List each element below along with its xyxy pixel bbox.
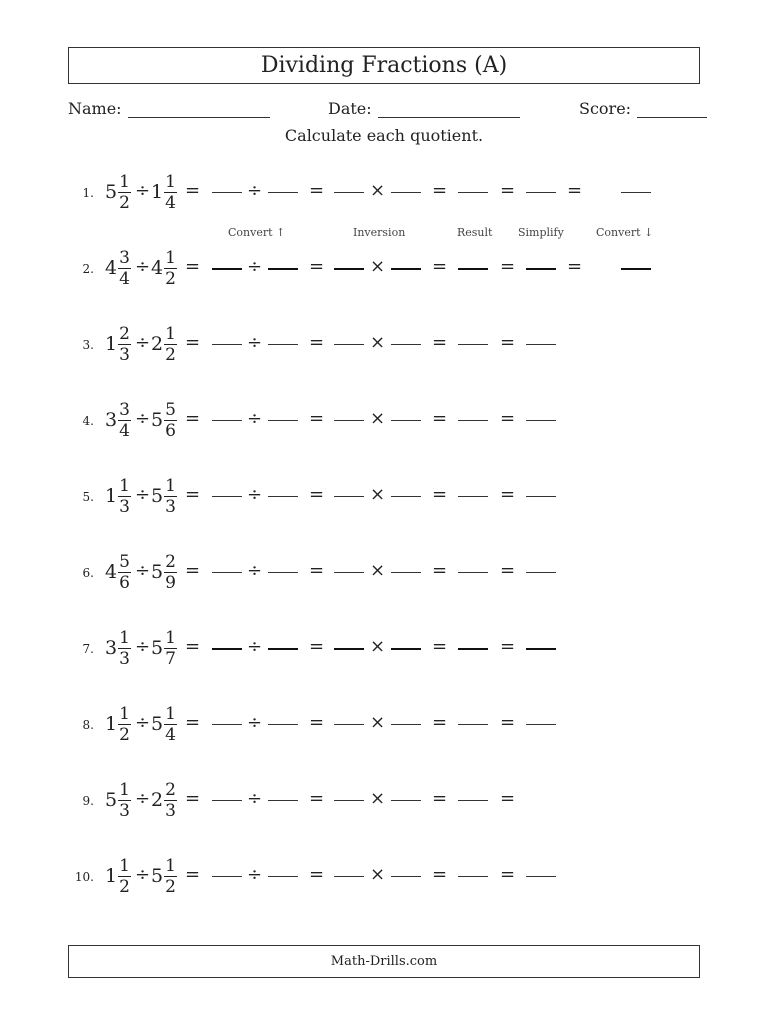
operator-eq: = [500, 560, 516, 581]
problem-number: 7. [82, 642, 94, 656]
operator-eq: = [500, 712, 516, 733]
operator-eq: = [500, 788, 516, 809]
answer-blank[interactable] [268, 724, 298, 725]
mixed-number [105, 620, 131, 676]
whole-part: 3 [105, 409, 118, 431]
answer-blank[interactable] [268, 572, 298, 573]
answer-blank[interactable] [334, 800, 364, 801]
operator-div: ÷ [135, 788, 151, 809]
numerator: 5 [165, 399, 176, 420]
numerator: 1 [119, 703, 130, 724]
operator-eq: = [309, 712, 325, 733]
score-line[interactable] [637, 95, 707, 118]
denominator: 2 [165, 876, 176, 897]
answer-blank[interactable] [458, 648, 488, 650]
answer-blank[interactable] [526, 420, 556, 421]
denominator: 4 [165, 724, 176, 745]
operator-eq: = [185, 256, 201, 277]
operator-eq: = [185, 864, 201, 885]
whole-part: 3 [105, 637, 118, 659]
answer-blank[interactable] [212, 876, 242, 877]
answer-blank[interactable] [212, 344, 242, 345]
answer-blank[interactable] [334, 420, 364, 421]
numerator: 2 [165, 779, 176, 800]
operator-eq: = [432, 788, 448, 809]
problem-row [0, 162, 768, 222]
fraction [118, 400, 131, 441]
name-line[interactable] [128, 95, 270, 118]
operator-div: ÷ [135, 864, 151, 885]
problem-number: 5. [82, 490, 94, 504]
operator-div: ÷ [135, 408, 151, 429]
score-field [579, 95, 707, 118]
answer-blank[interactable] [268, 420, 298, 421]
operator-div: ÷ [247, 256, 263, 277]
operator-eq: = [567, 256, 583, 277]
operator-eq: = [432, 332, 448, 353]
operator-eq: = [432, 864, 448, 885]
numerator: 1 [165, 247, 176, 268]
footer: Math-Drills.com [68, 945, 700, 978]
denominator: 4 [119, 268, 130, 289]
answer-blank[interactable] [391, 876, 421, 877]
denominator: 7 [165, 648, 176, 669]
operator-eq: = [432, 256, 448, 277]
problem-number: 2. [82, 262, 94, 276]
operator-times: × [370, 180, 386, 201]
operator-eq: = [432, 712, 448, 733]
worksheet-title: Dividing Fractions (A) [68, 47, 700, 84]
numerator: 1 [119, 627, 130, 648]
answer-blank[interactable] [458, 268, 488, 270]
answer-blank[interactable] [334, 572, 364, 573]
whole-part: 1 [105, 485, 118, 507]
name-label: Name: [68, 99, 122, 118]
fraction [118, 324, 131, 365]
answer-blank[interactable] [268, 268, 298, 270]
answer-blank[interactable] [621, 192, 651, 193]
numerator: 2 [119, 323, 130, 344]
numerator: 3 [119, 399, 130, 420]
numerator: 1 [119, 855, 130, 876]
answer-blank[interactable] [268, 876, 298, 877]
operator-eq: = [185, 560, 201, 581]
fraction [164, 476, 177, 517]
operator-eq: = [309, 560, 325, 581]
whole-part: 5 [105, 789, 118, 811]
numerator: 1 [119, 779, 130, 800]
operator-times: × [370, 864, 386, 885]
answer-blank[interactable] [391, 800, 421, 801]
operator-eq: = [500, 484, 516, 505]
problem-number: 1. [82, 186, 94, 200]
whole-part: 5 [151, 485, 164, 507]
operator-div: ÷ [247, 636, 263, 657]
whole-part: 5 [151, 713, 164, 735]
problem-row [0, 694, 768, 754]
denominator: 2 [119, 192, 130, 213]
answer-blank[interactable] [526, 268, 556, 270]
answer-blank[interactable] [334, 496, 364, 497]
operator-div: ÷ [247, 788, 263, 809]
answer-blank[interactable] [212, 496, 242, 497]
operator-div: ÷ [135, 560, 151, 581]
fraction [118, 628, 131, 669]
operator-eq: = [185, 712, 201, 733]
answer-blank[interactable] [458, 192, 488, 193]
whole-part: 4 [151, 257, 164, 279]
numerator: 1 [165, 323, 176, 344]
fraction [164, 248, 177, 289]
mixed-number [105, 848, 131, 904]
denominator: 4 [119, 420, 130, 441]
answer-blank[interactable] [526, 192, 556, 193]
operator-eq: = [185, 408, 201, 429]
operator-eq: = [500, 256, 516, 277]
problem-row [0, 314, 768, 374]
date-label: Date: [328, 99, 372, 118]
operator-eq: = [309, 484, 325, 505]
fraction [164, 628, 177, 669]
whole-part: 1 [105, 713, 118, 735]
operator-eq: = [500, 636, 516, 657]
operator-eq: = [185, 636, 201, 657]
problem-row [0, 770, 768, 830]
answer-blank[interactable] [391, 192, 421, 193]
operator-eq: = [500, 332, 516, 353]
answer-blank[interactable] [268, 344, 298, 345]
mixed-number [105, 772, 131, 828]
operator-eq: = [309, 636, 325, 657]
mixed-number [151, 392, 177, 448]
problem-row [0, 542, 768, 602]
problem-number: 8. [82, 718, 94, 732]
answer-blank[interactable] [212, 420, 242, 421]
answer-blank[interactable] [458, 420, 488, 421]
mixed-number [105, 164, 131, 220]
problem-row [0, 466, 768, 526]
fraction [118, 248, 131, 289]
label-inversion: Inversion [353, 226, 406, 239]
whole-part: 4 [105, 257, 118, 279]
operator-div: ÷ [135, 180, 151, 201]
answer-blank[interactable] [391, 572, 421, 573]
label-convert-up: Convert ↑ [228, 226, 286, 239]
operator-times: × [370, 256, 386, 277]
operator-eq: = [309, 408, 325, 429]
operator-div: ÷ [247, 484, 263, 505]
fraction [164, 704, 177, 745]
fraction [164, 172, 177, 213]
answer-blank[interactable] [212, 268, 242, 270]
answer-blank[interactable] [268, 192, 298, 193]
fraction [164, 780, 177, 821]
operator-eq: = [185, 788, 201, 809]
denominator: 6 [165, 420, 176, 441]
answer-blank[interactable] [458, 876, 488, 877]
answer-blank[interactable] [334, 648, 364, 650]
mixed-number [151, 772, 177, 828]
answer-blank[interactable] [526, 572, 556, 573]
answer-blank[interactable] [212, 724, 242, 725]
numerator: 1 [119, 475, 130, 496]
numerator: 1 [165, 627, 176, 648]
operator-div: ÷ [247, 332, 263, 353]
answer-blank[interactable] [212, 192, 242, 193]
mixed-number [151, 544, 177, 600]
operator-times: × [370, 636, 386, 657]
operator-div: ÷ [247, 180, 263, 201]
whole-part: 1 [105, 865, 118, 887]
denominator: 3 [119, 496, 130, 517]
mixed-number [105, 696, 131, 752]
fraction [164, 552, 177, 593]
answer-blank[interactable] [458, 572, 488, 573]
mixed-number [151, 620, 177, 676]
fraction [164, 856, 177, 897]
denominator: 4 [165, 192, 176, 213]
whole-part: 5 [105, 181, 118, 203]
answer-blank[interactable] [526, 876, 556, 877]
operator-times: × [370, 712, 386, 733]
operator-eq: = [432, 636, 448, 657]
problem-number: 10. [74, 870, 94, 884]
answer-blank[interactable] [458, 724, 488, 725]
denominator: 3 [119, 800, 130, 821]
fraction [164, 324, 177, 365]
operator-div: ÷ [135, 484, 151, 505]
operator-eq: = [432, 560, 448, 581]
operator-eq: = [309, 180, 325, 201]
answer-blank[interactable] [391, 268, 421, 270]
answer-blank[interactable] [458, 800, 488, 801]
denominator: 3 [165, 800, 176, 821]
mixed-number [151, 316, 177, 372]
denominator: 6 [119, 572, 130, 593]
label-simplify: Simplify [518, 226, 564, 239]
mixed-number [151, 468, 177, 524]
operator-div: ÷ [247, 408, 263, 429]
date-field [328, 95, 520, 118]
mixed-number [151, 240, 177, 296]
operator-div: ÷ [247, 560, 263, 581]
label-result: Result [457, 226, 493, 239]
whole-part: 2 [151, 789, 164, 811]
operator-eq: = [185, 180, 201, 201]
whole-part: 1 [105, 333, 118, 355]
answer-blank[interactable] [458, 496, 488, 497]
answer-blank[interactable] [391, 420, 421, 421]
fraction [118, 476, 131, 517]
answer-blank[interactable] [212, 648, 242, 650]
fraction [118, 856, 131, 897]
numerator: 1 [165, 703, 176, 724]
denominator: 3 [119, 344, 130, 365]
operator-div: ÷ [247, 864, 263, 885]
answer-blank[interactable] [526, 724, 556, 725]
whole-part: 5 [151, 637, 164, 659]
operator-eq: = [309, 864, 325, 885]
whole-part: 5 [151, 561, 164, 583]
operator-div: ÷ [135, 636, 151, 657]
problem-row [0, 618, 768, 678]
fraction [118, 780, 131, 821]
answer-blank[interactable] [334, 268, 364, 270]
operator-times: × [370, 408, 386, 429]
whole-part: 2 [151, 333, 164, 355]
problem-row [0, 390, 768, 450]
operator-times: × [370, 560, 386, 581]
problem-number: 6. [82, 566, 94, 580]
mixed-number [151, 848, 177, 904]
numerator: 1 [119, 171, 130, 192]
answer-blank[interactable] [334, 724, 364, 725]
denominator: 2 [119, 876, 130, 897]
numerator: 1 [165, 475, 176, 496]
denominator: 3 [119, 648, 130, 669]
answer-blank[interactable] [391, 648, 421, 650]
mixed-number [105, 240, 131, 296]
fraction [118, 172, 131, 213]
answer-blank[interactable] [268, 800, 298, 801]
numerator: 2 [165, 551, 176, 572]
problem-number: 3. [82, 338, 94, 352]
problem-row [0, 846, 768, 906]
numerator: 1 [165, 855, 176, 876]
answer-blank[interactable] [526, 496, 556, 497]
numerator: 1 [165, 171, 176, 192]
fraction [164, 400, 177, 441]
instructions: Calculate each quotient. [284, 126, 484, 145]
answer-blank[interactable] [458, 344, 488, 345]
score-label: Score: [579, 99, 632, 118]
answer-blank[interactable] [526, 648, 556, 650]
denominator: 2 [165, 344, 176, 365]
operator-eq: = [432, 484, 448, 505]
numerator: 5 [119, 551, 130, 572]
operator-eq: = [309, 332, 325, 353]
label-convert-down: Convert ↓ [596, 226, 654, 239]
whole-part: 1 [151, 181, 164, 203]
answer-blank[interactable] [621, 268, 651, 270]
mixed-number [105, 468, 131, 524]
answer-blank[interactable] [268, 496, 298, 497]
step-labels [0, 226, 768, 242]
answer-blank[interactable] [526, 344, 556, 345]
operator-eq: = [432, 408, 448, 429]
operator-eq: = [309, 788, 325, 809]
mixed-number [151, 164, 177, 220]
mixed-number [151, 696, 177, 752]
answer-blank[interactable] [334, 876, 364, 877]
denominator: 2 [119, 724, 130, 745]
fraction [118, 704, 131, 745]
whole-part: 5 [151, 409, 164, 431]
whole-part: 4 [105, 561, 118, 583]
operator-eq: = [500, 408, 516, 429]
operator-div: ÷ [135, 256, 151, 277]
operator-eq: = [500, 864, 516, 885]
operator-times: × [370, 788, 386, 809]
answer-blank[interactable] [212, 572, 242, 573]
whole-part: 5 [151, 865, 164, 887]
problem-row [0, 238, 768, 298]
denominator: 3 [165, 496, 176, 517]
answer-blank[interactable] [212, 800, 242, 801]
answer-blank[interactable] [391, 496, 421, 497]
name-field [68, 95, 270, 118]
answer-blank[interactable] [334, 192, 364, 193]
problem-number: 9. [82, 794, 94, 808]
mixed-number [105, 316, 131, 372]
operator-div: ÷ [135, 332, 151, 353]
denominator: 9 [165, 572, 176, 593]
numerator: 3 [119, 247, 130, 268]
operator-eq: = [567, 180, 583, 201]
problem-number: 4. [82, 414, 94, 428]
mixed-number [105, 392, 131, 448]
operator-times: × [370, 484, 386, 505]
mixed-number [105, 544, 131, 600]
answer-blank[interactable] [334, 344, 364, 345]
operator-eq: = [185, 484, 201, 505]
answer-blank[interactable] [391, 724, 421, 725]
operator-times: × [370, 332, 386, 353]
operator-div: ÷ [135, 712, 151, 733]
date-line[interactable] [378, 95, 520, 118]
operator-eq: = [432, 180, 448, 201]
fraction [118, 552, 131, 593]
denominator: 2 [165, 268, 176, 289]
operator-eq: = [500, 180, 516, 201]
answer-blank[interactable] [391, 344, 421, 345]
operator-eq: = [309, 256, 325, 277]
answer-blank[interactable] [268, 648, 298, 650]
operator-div: ÷ [247, 712, 263, 733]
operator-eq: = [185, 332, 201, 353]
